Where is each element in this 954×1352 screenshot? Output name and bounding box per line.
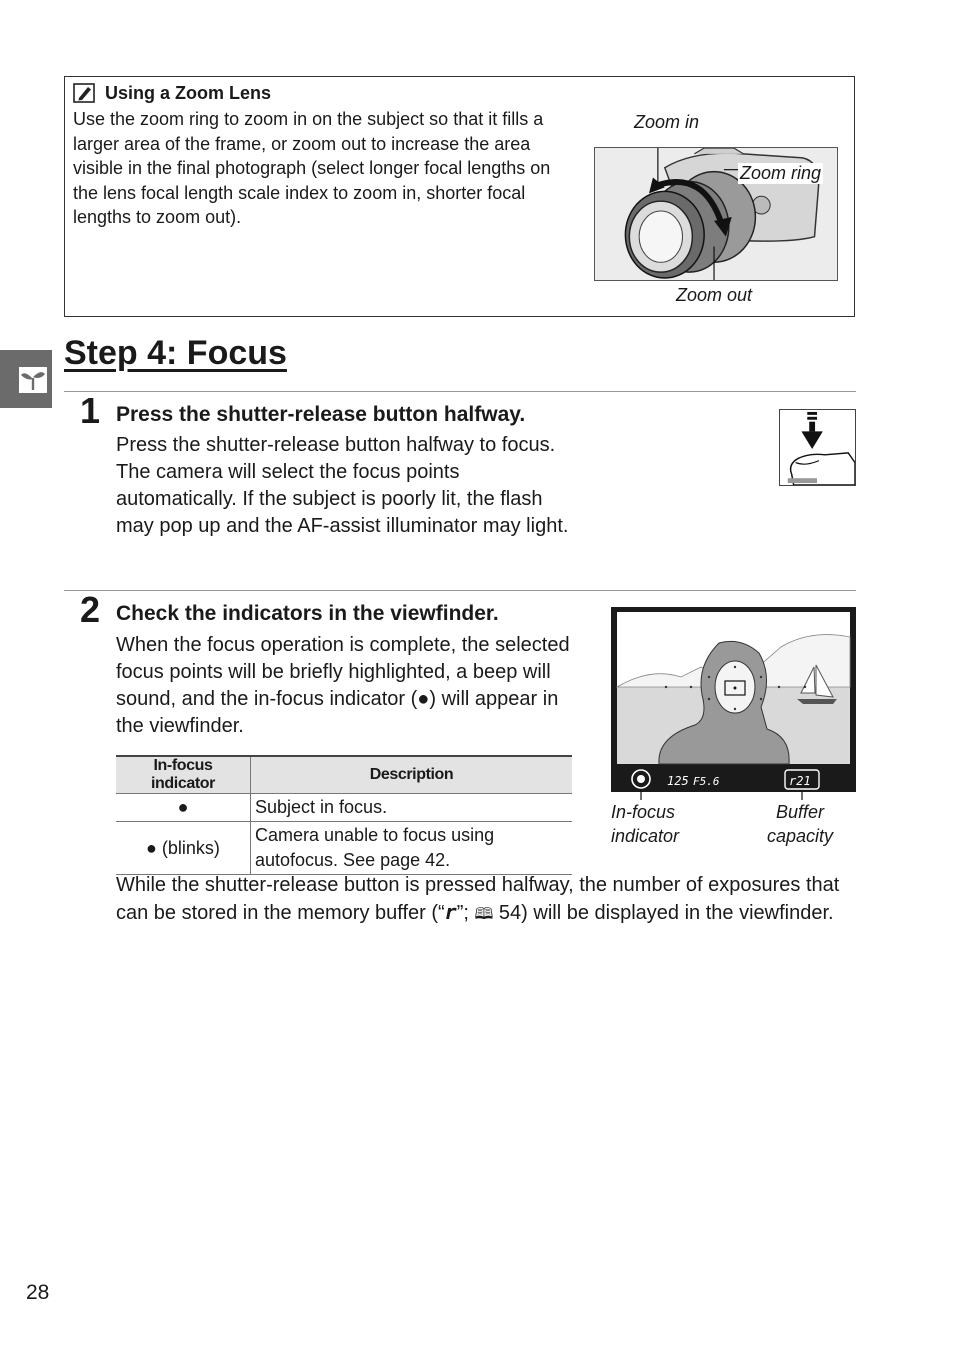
table-header: In-focus indicator bbox=[116, 756, 251, 794]
table-header-row bbox=[116, 756, 572, 794]
step-title: Press the shutter-release button halfway. bbox=[116, 403, 526, 426]
buffer-capacity-label: Buffer capacity bbox=[766, 802, 834, 846]
table-cell: Camera unable to focus using autofocus. See page 42. bbox=[251, 822, 573, 875]
viewfinder-illustration bbox=[611, 607, 856, 792]
chapter-tab[interactable] bbox=[0, 350, 52, 408]
note-body: Use the zoom ring to zoom in on the subject so that it fills a larger area of the frame, or zoom out to increase the area visible in the final photograph (select longer focal lengths on the lens focal length scale index to zoom in, shorter focal lengths to zoom out). bbox=[73, 109, 551, 227]
note-title: Using a Zoom Lens bbox=[105, 83, 272, 103]
zoom-in-label: Zoom in bbox=[634, 112, 700, 132]
step-number: 2 bbox=[80, 589, 101, 630]
paragraph-text: While the shutter-release button is pressed halfway, the number of exposures that can be stored in the memory buffer (“ bbox=[116, 874, 840, 924]
table-row bbox=[116, 794, 572, 822]
step-number: 1 bbox=[80, 390, 101, 431]
shutter-speed-readout: 125 bbox=[667, 774, 689, 788]
sprout-icon bbox=[0, 350, 52, 408]
step-body: Press the shutter-release button halfway to focus. The camera will select the focus points automatically. If the subject is poorly lit, the flash may pop up and the AF-assist illuminator may light. bbox=[116, 434, 569, 537]
page-heading: Step 4: Focus bbox=[64, 334, 287, 372]
zoom-ring-label: Zoom ring bbox=[740, 163, 822, 183]
shutter-press-illustration bbox=[779, 409, 856, 486]
viewfinder-scene bbox=[611, 607, 856, 792]
aperture-readout: F5.6 bbox=[693, 775, 720, 788]
table-cell: Subject in focus. bbox=[251, 794, 573, 822]
table-cell: ● (blinks) bbox=[116, 822, 251, 875]
pencil-note-icon bbox=[73, 83, 95, 103]
step-title: Check the indicators in the viewfinder. bbox=[116, 602, 499, 625]
buffer-paragraph bbox=[116, 872, 856, 928]
indicator-table bbox=[116, 755, 572, 875]
table-header: Description bbox=[251, 756, 573, 794]
divider bbox=[64, 590, 856, 591]
paragraph-text: 54) will be displayed in the viewfinder. bbox=[493, 902, 834, 924]
paragraph-text: ”; bbox=[456, 902, 475, 924]
step-body: When the focus operation is complete, the selected focus points will be briefly highlighted, a beep will sound, and the in-focus indicator (●) will appear in the viewfinder. bbox=[116, 634, 570, 737]
page-number: 28 bbox=[26, 1281, 50, 1304]
zoom-out-label: Zoom out bbox=[676, 285, 753, 305]
in-focus-indicator-label: In-focus indicator bbox=[611, 802, 680, 846]
buffer-readout: r21 bbox=[789, 774, 811, 788]
table-row bbox=[116, 822, 572, 875]
book-icon[interactable]: 🕮 bbox=[474, 906, 494, 923]
buffer-glyph: r bbox=[444, 900, 457, 924]
divider bbox=[64, 391, 856, 392]
table-cell: ● bbox=[116, 794, 251, 822]
